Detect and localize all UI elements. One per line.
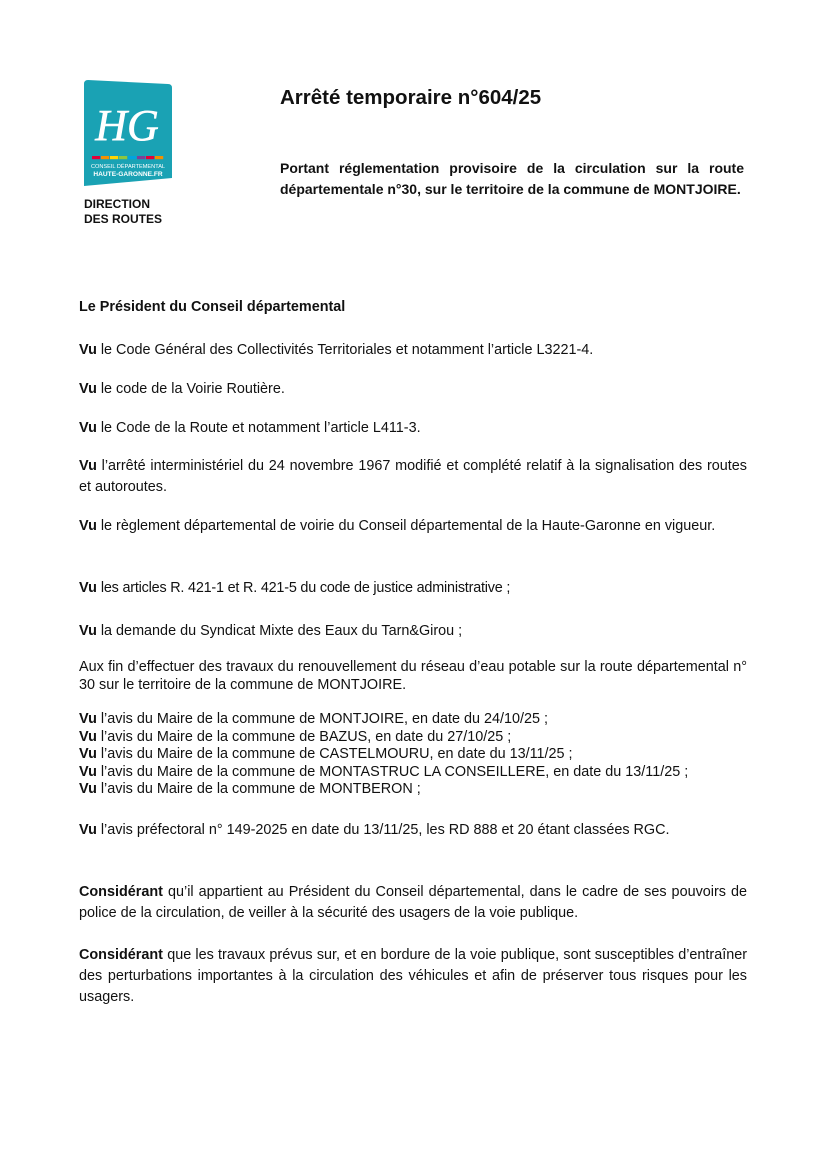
- avis-item: [79, 764, 769, 782]
- vu-label: Vu: [79, 781, 97, 797]
- vu-paragraph: [79, 418, 747, 439]
- vu-paragraph: [79, 456, 747, 498]
- avis-prefectoral-text: l’avis préfectoral n° 149-2025 en date du 13/11/25, les RD 888 et 20 étant classées RGC.: [100, 822, 670, 838]
- logo-stripe: [128, 156, 136, 159]
- vu-label: Vu: [79, 458, 97, 474]
- hg-logo: [84, 80, 172, 192]
- vu-text: le Code Général des Collectivités Territoriales et notamment l’article L3221-4.: [100, 342, 594, 358]
- vu-label: Vu: [79, 580, 97, 596]
- avis-text: l’avis du Maire de la commune de BAZUS, en date du 27/10/25 ;: [100, 728, 512, 745]
- logo-stripe: [92, 156, 100, 159]
- vu-paragraph: [79, 379, 747, 400]
- vu-label: Vu: [79, 746, 97, 762]
- department-label: [84, 197, 162, 227]
- vu-paragraph: [79, 516, 747, 537]
- considerant-text: qu’il appartient au Président du Conseil départemental, dans le cadre de ses pouvoirs de police de la circulation, de veiller à la sécurité des usagers de la voie publique.: [79, 884, 747, 921]
- vu-label: Vu: [79, 381, 97, 397]
- vu-paragraph: [79, 578, 747, 599]
- vu-label: Vu: [79, 420, 97, 436]
- vu-label: Vu: [79, 763, 97, 780]
- vu-text: les articles R. 421-1 et R. 421-5 du code de justice administrative ;: [100, 580, 511, 596]
- vu-paragraph: [79, 340, 747, 361]
- avis-item: [79, 729, 769, 747]
- avis-text: l’avis du Maire de la commune de CASTELMOURU, en date du 13/11/25 ;: [100, 746, 573, 762]
- logo-line1: CONSEIL DÉPARTEMENTAL: [90, 164, 166, 170]
- avis-item: [79, 711, 769, 729]
- department-line2: DES ROUTES: [84, 212, 163, 226]
- avis-item: [79, 781, 769, 799]
- vu-text: le code de la Voirie Routière.: [100, 381, 285, 397]
- vu-text: la demande du Syndicat Mixte des Eaux du Tarn&Girou ;: [100, 623, 463, 639]
- document-title: Arrêté temporaire n°604/25: [280, 86, 542, 109]
- logo-line2: HAUTE-GARONNE.FR: [93, 171, 163, 178]
- logo-stripe: [137, 156, 145, 159]
- vu-label: Vu: [79, 342, 97, 358]
- vu-text: le règlement départemental de voirie du Conseil départemental de la Haute-Garonne en vigueur.: [100, 518, 716, 534]
- avis-text: l’avis du Maire de la commune de MONTJOIRE, en date du 24/10/25 ;: [100, 711, 548, 727]
- logo-monogram: HG: [95, 101, 159, 150]
- aux-fin-paragraph: Aux fin d’effectuer des travaux du renouvellement du réseau d’eau potable sur la route départemental n° 30 sur le territoire de la commune de MONTJOIRE.: [79, 659, 747, 693]
- avis-text: l’avis du Maire de la commune de MONTASTRUC LA CONSEILLERE, en date du 13/11/25 ;: [100, 763, 689, 780]
- considerant-paragraph: [79, 882, 747, 924]
- vu-label: Vu: [79, 623, 97, 639]
- avis-text: l’avis du Maire de la commune de MONTBERON ;: [100, 781, 421, 797]
- document-subtitle: Portant réglementation provisoire de la circulation sur la route départementale n°30, sur le territoire de la commune de MONTJOIRE.: [280, 160, 744, 197]
- avis-maires-list: [79, 711, 769, 799]
- avis-item: [79, 746, 769, 764]
- department-line1: DIRECTION: [84, 197, 150, 211]
- vu-text: l’arrêté interministériel du 24 novembre 1967 modifié et complété relatif à la signalisation des routes et autoroutes.: [79, 458, 748, 495]
- vu-label: Vu: [79, 518, 97, 534]
- logo-stripe: [146, 156, 154, 159]
- considerant-label: Considérant: [79, 884, 163, 900]
- logo-stripe: [119, 156, 127, 159]
- logo-stripe: [155, 156, 163, 159]
- logo-stripe: [110, 156, 118, 159]
- considerant-label: Considérant: [79, 947, 163, 963]
- considerant-paragraph: [79, 945, 747, 1008]
- vu-label: Vu: [79, 728, 97, 745]
- vu-label: Vu: [79, 822, 97, 838]
- vu-paragraph: [79, 621, 747, 642]
- vu-label: Vu: [79, 711, 97, 727]
- hg-logo-icon: [84, 80, 172, 192]
- logo-stripe: [101, 156, 109, 159]
- considerant-text: que les travaux prévus sur, et en bordure de la voie publique, sont susceptibles d’entraîner des perturbations importantes à la circulation des véhicules et afin de préserver tous risques pour les usagers.: [79, 947, 747, 1005]
- president-heading: Le Président du Conseil départemental: [79, 299, 346, 315]
- vu-text: le Code de la Route et notamment l’article L411-3.: [100, 420, 421, 436]
- avis-prefectoral-paragraph: [79, 820, 747, 841]
